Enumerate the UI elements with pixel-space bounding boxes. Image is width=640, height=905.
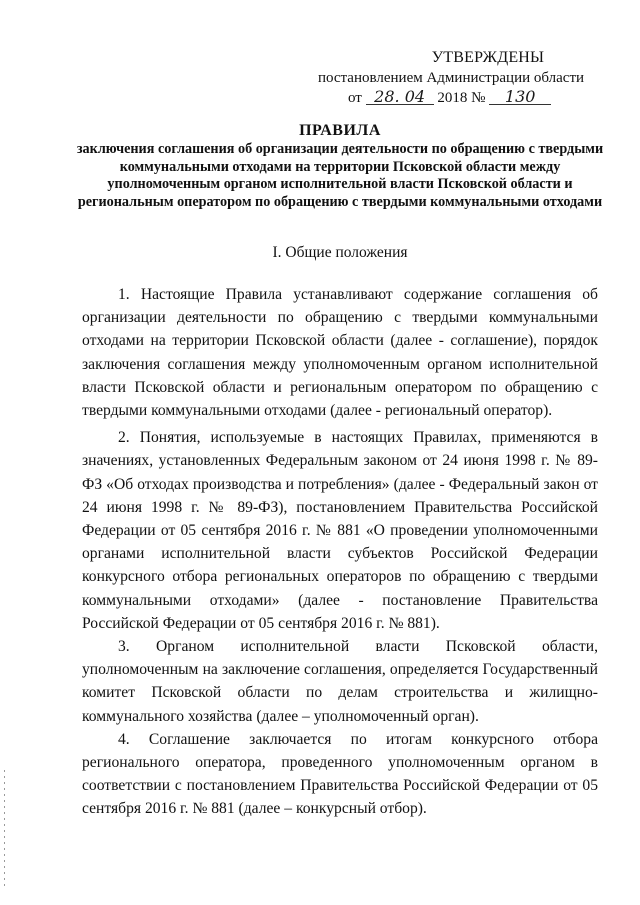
handwritten-date: 28. 04 [366, 89, 434, 105]
paragraph-3: 3. Органом исполнительной власти Псковской области, уполномоченным на заключение соглашения, определяется Государственный комитет Псковской области по делам строительства и жилищно-коммунального хозяйства (далее – уполномоченный орган). [82, 638, 598, 725]
handwritten-number: 130 [489, 89, 551, 105]
approval-from: от [348, 90, 362, 106]
scan-edge-mark [4, 770, 5, 890]
approval-title: УТВЕРЖДЕНЫ [431, 49, 545, 66]
approval-date-line [318, 88, 588, 108]
document-body [82, 283, 598, 821]
document-title: ПРАВИЛА [299, 122, 381, 139]
paragraph-4: 4. Соглашение заключается по итогам конкурсного отбора регионального оператора, проведенного уполномоченным органом в соответствии с постановлением Правительства Российской Федерации от 05 сентября 2016 г. № 881 (далее – конкурсный отбор). [82, 730, 598, 818]
section-heading: I. Общие положения [272, 244, 408, 261]
paragraph-2: 2. Понятия, используемые в настоящих Правилах, применяются в значениях, установленных Федеральным законом от 24 июня 1998 г. № 89-ФЗ «Об отходах производства и потребления» (далее - Федеральный закон от 24 июня 1998 г. № 89-ФЗ), постановлением Правительства Российской Федерации от 05 сентября 2016 г. № 881 «О проведении уполномоченными органами исполнительной власти субъектов Российской Федерации конкурсного отбора региональных операторов по обращению с твердыми коммунальными отходами» (далее - постановление Правительства Российской Федерации от 05 сентября 2016 г. № 881). [82, 429, 598, 632]
paragraph-1: 1. Настоящие Правила устанавливают содержание соглашения об организации деятельности по обращению с твердыми коммунальными отходами на территории Псковской области (далее - соглашение), порядок заключения соглашения между уполномоченным органом исполнительной власти Псковской области и региональным оператором по обращению с твердыми коммунальными отходами (далее - региональный оператор). [82, 286, 598, 420]
approval-block [318, 48, 588, 108]
document-subtitle: заключения соглашения об организации деятельности по обращению с твердыми коммунальными отходами на территории Псковской области между уполномоченным органом исполнительной власти Псковской области и региональным оператором по обращению с твердыми коммунальными отходами [76, 141, 604, 210]
approval-year: 2018 № [437, 90, 486, 106]
approval-line: постановлением Администрации области [318, 70, 585, 86]
